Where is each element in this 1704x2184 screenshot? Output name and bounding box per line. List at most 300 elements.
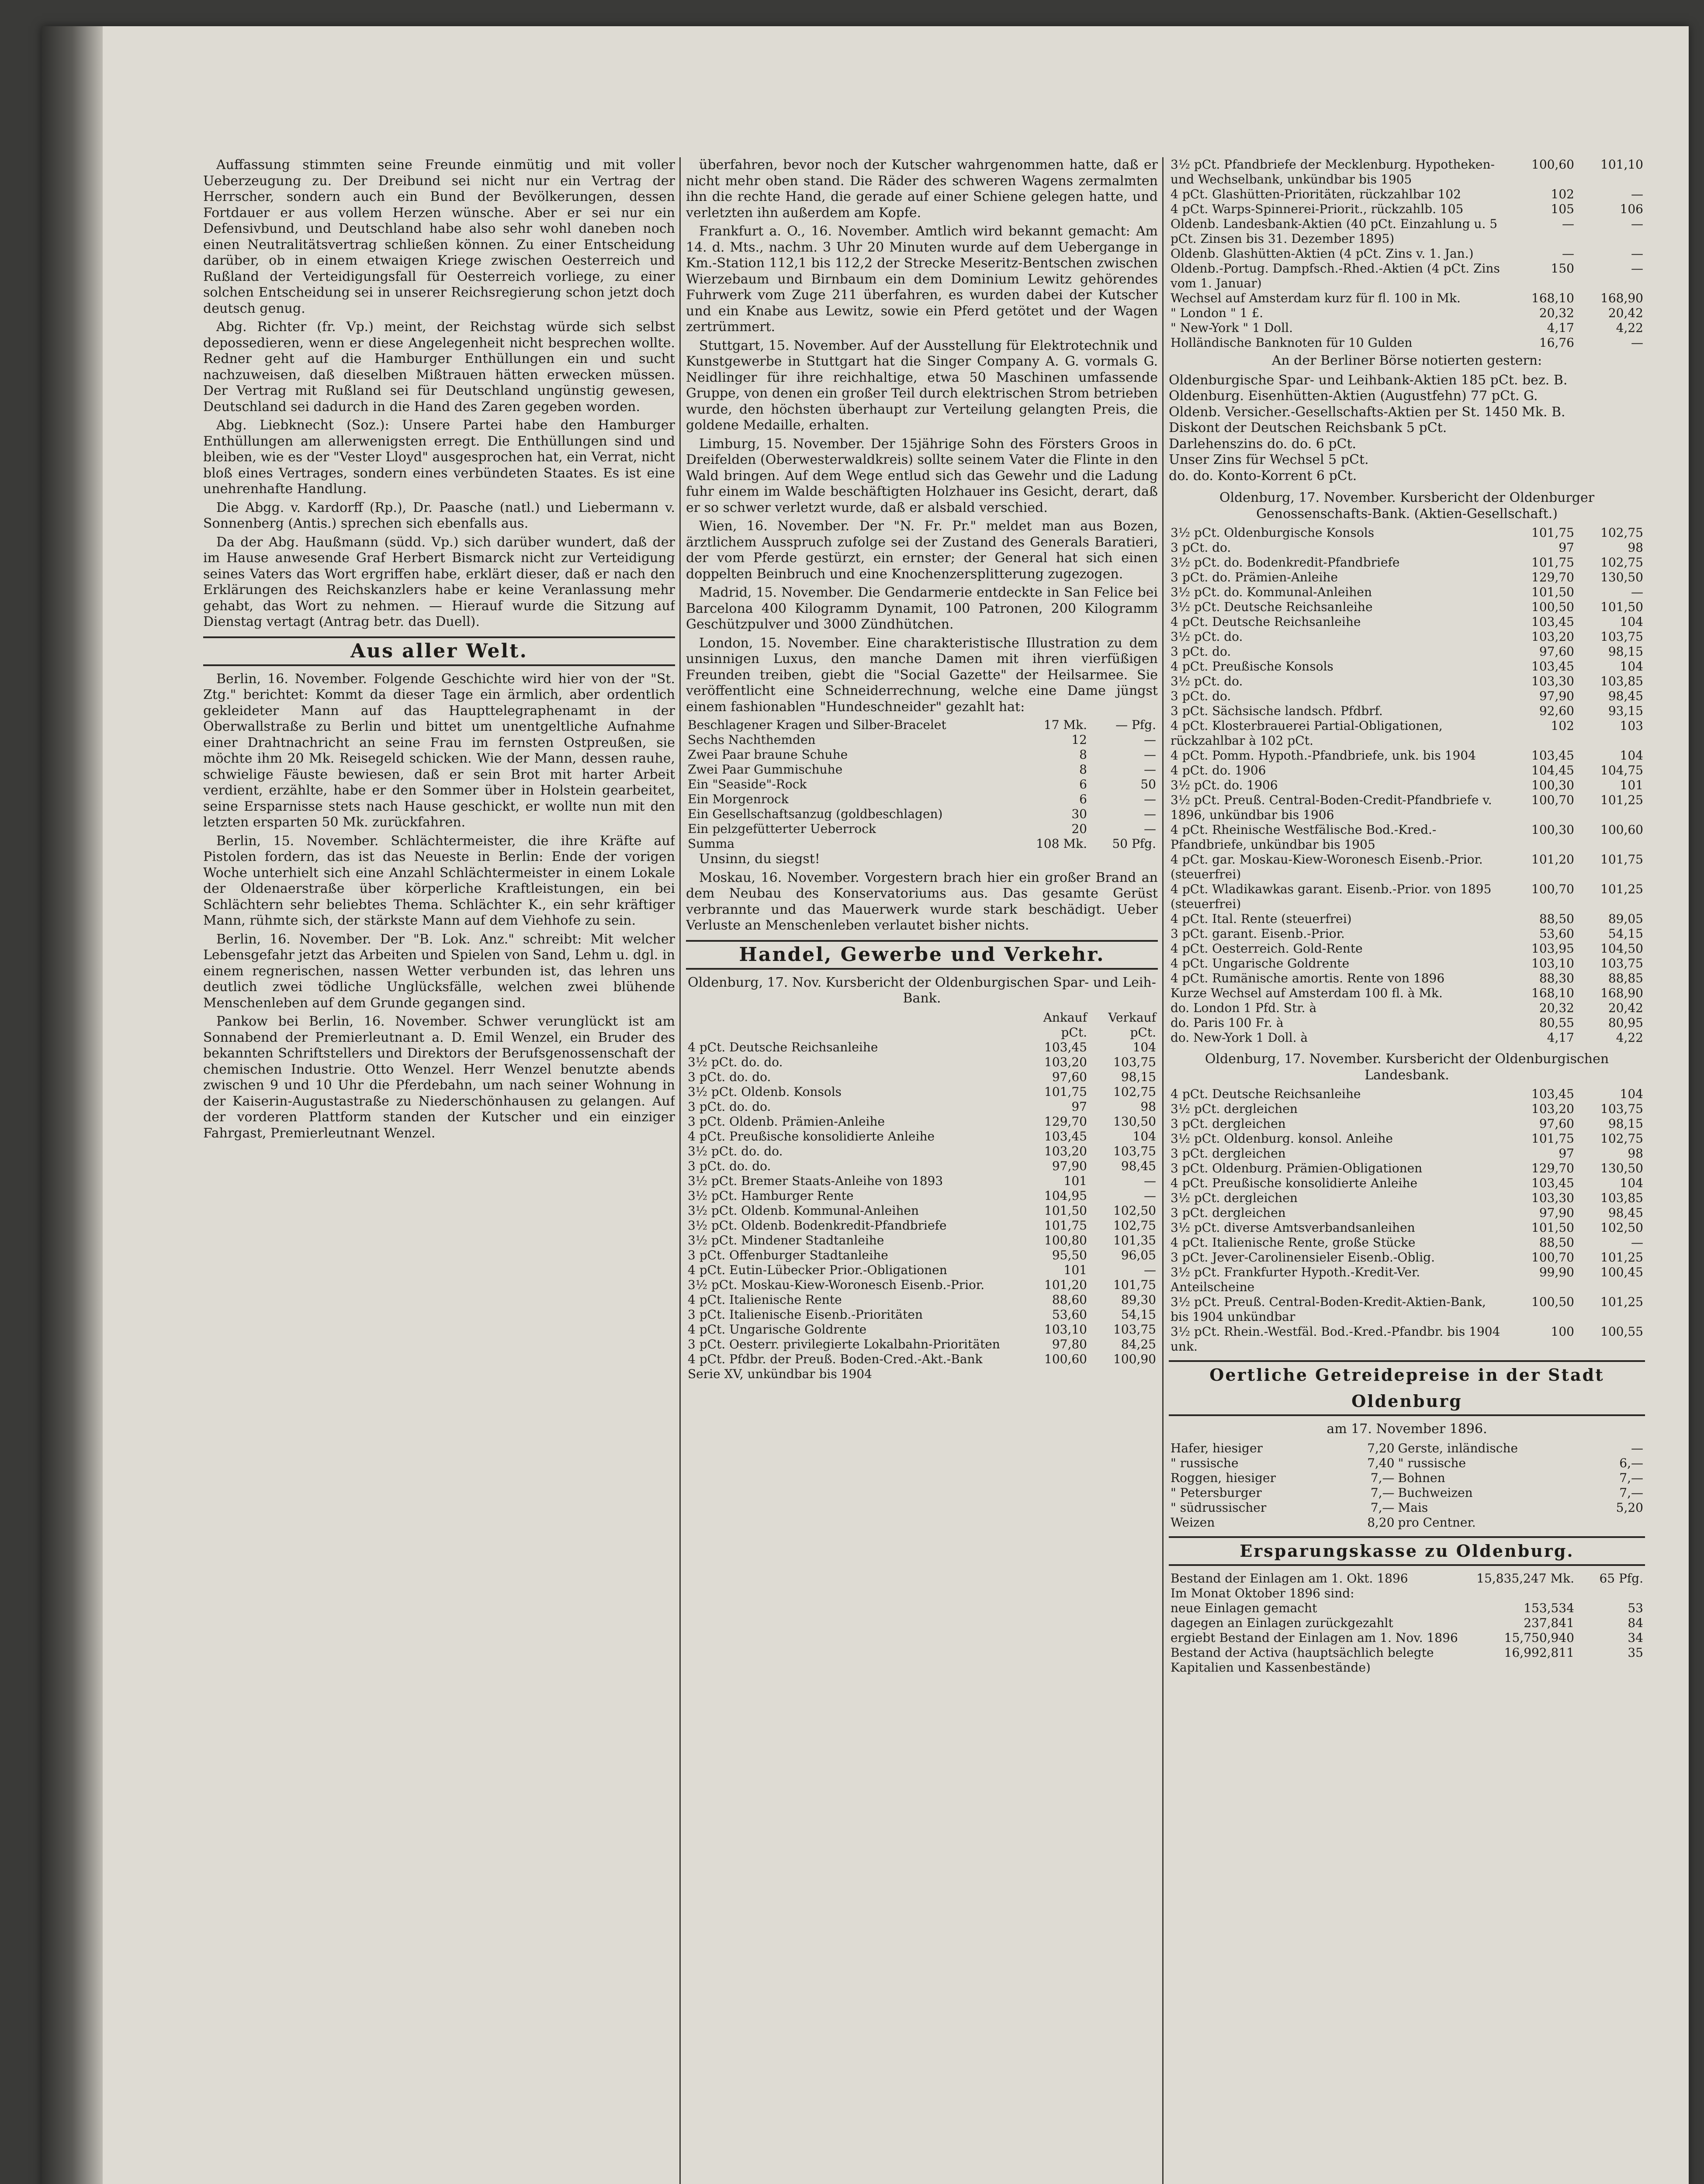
buy-rate: 103,45 <box>1531 1087 1574 1101</box>
sell-rate: 93,15 <box>1608 704 1643 718</box>
bill-item: Ein Gesellschaftsanzug (goldbeschlagen) <box>688 807 943 821</box>
table-row <box>1169 1161 1645 1176</box>
col-header: Ankauf <box>1043 1010 1087 1025</box>
sell-rate: 102,75 <box>1600 525 1643 540</box>
table-row <box>1169 882 1645 912</box>
table-row <box>1169 1191 1645 1206</box>
table-row <box>1169 246 1645 261</box>
newspaper-page <box>42 26 1689 2184</box>
security-name: 3 pCt. Oldenburg. Prämien-Obligationen <box>1171 1161 1423 1175</box>
grain-name: " südrussischer <box>1171 1500 1267 1515</box>
grain-heading: Oertliche Getreidepreise in der Stadt Oldenburg <box>1169 1360 1645 1416</box>
table-row <box>686 1055 1158 1070</box>
security-name: 3½ pCt. Hamburger Rente <box>688 1188 854 1203</box>
bill-item: Ein Morgenrock <box>688 792 789 806</box>
security-name: 3 pCt. dergleichen <box>1171 1206 1286 1220</box>
table-row <box>1169 157 1645 187</box>
security-name: 4 pCt. Preußische konsolidierte Anleihe <box>1171 1176 1418 1190</box>
table-row <box>1169 217 1645 246</box>
security-name: 3½ pCt. Oldenb. Kommunal-Anleihen <box>688 1203 919 1218</box>
col-header: pCt. <box>1130 1025 1156 1040</box>
table-row <box>1169 1324 1645 1354</box>
table-row <box>1169 1265 1645 1295</box>
article-paragraph: Pankow bei Berlin, 16. November. Schwer verunglückt ist am Sonnabend der Premierleutnant a. D. Emil Wenzel, ein Bruder des bekannten Schriftstellers und Direktors der Berufsgenossenschaft der chemischen Industrie. Otto Wenzel. Herr Wenzel benutzte abends zwischen 9 und 10 Uhr die Pferdebahn, um nach seiner Wohnung in der Kaiserin-Augustastraße zu Niederschönhausen zu gelangen. Auf der vorderen Plattform standen der Kutscher und ein einziger Fahrgast, Premierleutnant Wenzel. <box>203 1014 675 1141</box>
security-name: 3 pCt. Oesterr. privilegierte Lokalbahn-Prioritäten <box>688 1337 1000 1351</box>
table-row <box>686 1144 1158 1159</box>
security-name: 3½ pCt. dergleichen <box>1171 1191 1298 1205</box>
article-paragraph: Unsinn, du siegst! <box>699 851 820 867</box>
sell-rate: 102,75 <box>1113 1218 1156 1233</box>
security-name: 3½ pCt. Bremer Staats-Anleihe von 1893 <box>688 1173 943 1188</box>
buy-rate: 101,20 <box>1044 1277 1087 1292</box>
table-row <box>1169 629 1645 644</box>
col-header: pCt. <box>1061 1025 1087 1040</box>
security-name: 4 pCt. Preußische konsolidierte Anleihe <box>688 1129 935 1144</box>
sell-rate: 104 <box>1620 748 1643 763</box>
buy-rate: 4,17 <box>1547 321 1574 335</box>
column-1 <box>203 157 675 2184</box>
bill-pfennig: — <box>1144 762 1156 777</box>
grain-price: 8,20 <box>1367 1515 1395 1530</box>
savings-pfennig: 84 <box>1628 1615 1643 1630</box>
sell-rate: — <box>1631 246 1643 261</box>
sell-rate: 101,10 <box>1600 157 1643 172</box>
security-name: 3½ pCt. do. do. <box>688 1144 783 1158</box>
grain-name: Gerste, inländische <box>1398 1441 1518 1455</box>
sell-rate: 4,22 <box>1616 321 1643 335</box>
security-name: Oldenb. Glashütten-Aktien (4 pCt. Zins v. 1. Jan.) <box>1171 246 1474 261</box>
buy-rate: 103,20 <box>1044 1144 1087 1158</box>
savings-row <box>1169 1571 1645 1586</box>
table-row <box>1169 1206 1645 1220</box>
sell-rate: 103,75 <box>1600 629 1643 644</box>
sell-rate: 101,50 <box>1600 600 1643 614</box>
security-name: Wechsel auf Amsterdam kurz für fl. 100 in Mk. <box>1171 291 1461 305</box>
berlin-quote: Oldenburgische Spar- und Leihbank-Aktien 185 pCt. bez. B. <box>1169 372 1568 388</box>
table-row <box>1169 555 1645 570</box>
table-row <box>1169 1146 1645 1161</box>
sell-rate: — <box>1631 335 1643 350</box>
security-name: 4 pCt. Pomm. Hypoth.-Pfandbriefe, unk. bis 1904 <box>1171 748 1476 763</box>
table-row <box>686 1159 1158 1174</box>
table-row <box>1169 1016 1645 1030</box>
sell-rate: 96,05 <box>1121 1248 1156 1262</box>
sell-rate: 98 <box>1140 1099 1156 1114</box>
table-row <box>1169 1250 1645 1265</box>
security-name: 3½ pCt. Preuß. Central-Boden-Credit-Pfandbriefe v. 1896, unkündbar bis 1906 <box>1171 793 1492 822</box>
table-row <box>686 1263 1158 1278</box>
grain-price: 6,— <box>1619 1455 1643 1470</box>
grain-row <box>1169 1441 1645 1456</box>
savings-mark: 237,841 <box>1524 1615 1574 1630</box>
col-header: Verkauf <box>1108 1010 1156 1025</box>
table-row <box>686 1070 1158 1085</box>
savings-pfennig <box>1576 1586 1645 1601</box>
sell-rate: 102,75 <box>1600 555 1643 570</box>
sell-rate: — <box>1631 585 1643 599</box>
bill-row <box>686 777 1158 792</box>
security-name: 3½ pCt. Oldenburg. konsol. Anleihe <box>1171 1131 1393 1146</box>
sell-rate: 103,75 <box>1600 956 1643 971</box>
article-paragraph: Berlin, 16. November. Folgende Geschichte wird hier von der "St. Ztg." berichtet: Kommt da dieser Tage ein ärmlich, aber ordentlich gekleideter Mann auf das Haupttelegraphenamt in der Oberwallstraße zu Berlin und bittet um unentgeltliche Aufnahme einer Drahtnachricht an seine Frau im fernsten Ostpreußen, sie möchte ihm 20 Mk. Reisegeld schicken. Wie der Mann, dessen rauhe, schwielige Fäuste bewiesen, daß er sein Brot mit harter Arbeit verdient, erzählte, habe er den Sommer über in Holstein gearbeitet, seine Ersparnisse stets nach Hause geschickt, er wollte nun mit den letzten ersparten 50 Mk. zurückfahren. <box>203 671 675 830</box>
bill-mark: 17 Mk. <box>1043 718 1087 732</box>
sell-rate: 98,15 <box>1608 644 1643 659</box>
buy-rate: 97,90 <box>1539 1206 1574 1220</box>
security-name: 3½ pCt. Frankfurter Hypoth.-Kredit-Ver. Anteilscheine <box>1171 1265 1420 1294</box>
table-row <box>1169 585 1645 600</box>
sell-rate: 130,50 <box>1113 1114 1156 1129</box>
buy-rate: 103,10 <box>1531 956 1574 971</box>
sell-rate: — <box>1631 217 1643 231</box>
buy-rate: 97 <box>1071 1099 1087 1114</box>
sell-rate: 168,90 <box>1600 986 1643 1000</box>
sell-rate: — <box>1631 1235 1643 1250</box>
table-row <box>1169 659 1645 674</box>
table-row <box>1169 912 1645 926</box>
sell-rate: 98 <box>1628 1146 1643 1161</box>
table-row <box>1169 956 1645 971</box>
security-name: 3 pCt. do. do. <box>688 1099 771 1114</box>
security-name: 3½ pCt. Moskau-Kiew-Woronesch Eisenb.-Prior. <box>688 1277 985 1292</box>
savings-row <box>1169 1645 1645 1675</box>
buy-rate: 97 <box>1559 540 1574 555</box>
sell-rate: 101,25 <box>1600 793 1643 807</box>
table-row <box>1169 986 1645 1001</box>
grain-price: 7,20 <box>1367 1441 1395 1455</box>
sell-rate: 54,15 <box>1121 1307 1156 1322</box>
grain-name: Roggen, hiesiger <box>1171 1470 1276 1485</box>
column-rule <box>1162 157 1164 2184</box>
security-name: 3½ pCt. Deutsche Reichsanleihe <box>1171 600 1373 614</box>
bill-row <box>686 733 1158 747</box>
buy-rate: 103,30 <box>1531 674 1574 688</box>
buy-rate: 101,75 <box>1044 1084 1087 1099</box>
security-name: 3 pCt. do. Prämien-Anleihe <box>1171 570 1338 584</box>
security-name: 3 pCt. do. do. <box>688 1158 771 1173</box>
buy-rate: 97,60 <box>1539 644 1574 659</box>
table-row <box>1169 1295 1645 1324</box>
sell-rate: 98,45 <box>1608 689 1643 703</box>
table-row <box>1169 822 1645 852</box>
grain-price: 7,— <box>1370 1470 1395 1485</box>
buy-rate: 103,45 <box>1531 659 1574 674</box>
sell-rate: 101,25 <box>1600 1250 1643 1265</box>
table-row <box>1169 763 1645 778</box>
bill-pfennig: 50 <box>1140 777 1156 791</box>
buy-rate: 88,50 <box>1539 912 1574 926</box>
security-name: 4 pCt. Deutsche Reichsanleihe <box>688 1040 878 1054</box>
buy-rate: 129,70 <box>1531 1161 1574 1175</box>
table-row <box>1169 644 1645 659</box>
buy-rate: 103,45 <box>1044 1129 1087 1144</box>
buy-rate: 100,70 <box>1531 1250 1574 1265</box>
buy-rate: 103,45 <box>1531 1176 1574 1190</box>
table-row <box>1169 291 1645 306</box>
grain-row <box>1169 1471 1645 1486</box>
buy-rate: 103,20 <box>1044 1054 1087 1069</box>
table-row <box>686 1352 1158 1382</box>
buy-rate: 53,60 <box>1052 1307 1087 1322</box>
grain-price: — <box>1631 1441 1643 1455</box>
sell-rate: 100,60 <box>1600 822 1643 837</box>
buy-rate: 101 <box>1063 1262 1087 1277</box>
table-row <box>1169 1102 1645 1116</box>
grain-price: 7,40 <box>1367 1455 1395 1470</box>
buy-rate: 100 <box>1551 1324 1574 1339</box>
table-row <box>686 1248 1158 1263</box>
savings-heading: Ersparungskasse zu Oldenburg. <box>1169 1536 1645 1566</box>
security-name: 4 pCt. Ungarische Goldrente <box>1171 956 1350 971</box>
sell-rate: 104,75 <box>1600 763 1643 778</box>
savings-text: neue Einlagen gemacht <box>1171 1600 1317 1615</box>
sell-rate: 102,75 <box>1113 1084 1156 1099</box>
grain-price: 5,20 <box>1616 1500 1643 1515</box>
security-name: 4 pCt. Italienische Rente <box>688 1292 842 1307</box>
savings-pfennig: 53 <box>1628 1600 1643 1615</box>
table-row <box>1169 1131 1645 1146</box>
buy-rate: 168,10 <box>1531 986 1574 1000</box>
table-row <box>686 1337 1158 1352</box>
security-name: 3½ pCt. do. <box>1171 674 1243 688</box>
security-name: 3½ pCt. do. Kommunal-Anleihen <box>1171 585 1372 599</box>
table-row <box>686 1085 1158 1099</box>
table-row <box>1169 674 1645 689</box>
buy-rate: 101,50 <box>1531 585 1574 599</box>
buy-rate: 150 <box>1551 261 1574 276</box>
security-name: do. London 1 Pfd. Str. à <box>1171 1001 1317 1015</box>
bill-pfennig: — <box>1144 807 1156 821</box>
buy-rate: 100,60 <box>1531 157 1574 172</box>
grain-price: 7,— <box>1370 1485 1395 1500</box>
table-row <box>1169 748 1645 763</box>
bill-row <box>686 822 1158 836</box>
bill-mark: 6 <box>1079 792 1087 806</box>
buy-rate: 101,50 <box>1044 1203 1087 1218</box>
sell-rate: — <box>1144 1188 1156 1203</box>
bill-mark: 20 <box>1071 822 1087 836</box>
sell-rate: 168,90 <box>1600 291 1643 305</box>
security-name: 3½ pCt. Preuß. Central-Boden-Kredit-Aktien-Bank, bis 1904 unkündbar <box>1171 1295 1486 1324</box>
table-row <box>686 1233 1158 1248</box>
table-row <box>1169 187 1645 202</box>
bill-pfennig: — <box>1144 822 1156 836</box>
bill-pfennig: — <box>1144 792 1156 806</box>
table-row <box>1169 1001 1645 1016</box>
security-name: 4 pCt. Ungarische Goldrente <box>688 1322 867 1337</box>
sell-rate: 104 <box>1620 1176 1643 1190</box>
sell-rate: 98,15 <box>1121 1069 1156 1084</box>
berlin-quote: Unser Zins für Wechsel 5 pCt. <box>1169 452 1369 467</box>
bill-item: Zwei Paar braune Schuhe <box>688 747 848 762</box>
sell-rate: — <box>1631 261 1643 276</box>
security-name: 3½ pCt. Oldenb. Bodenkredit-Pfandbriefe <box>688 1218 947 1233</box>
savings-text: Im Monat Oktober 1896 sind: <box>1171 1586 1354 1600</box>
sell-rate: 104,50 <box>1600 941 1643 956</box>
buy-rate: 100,60 <box>1044 1351 1087 1366</box>
security-name: 3½ pCt. dergleichen <box>1171 1102 1298 1116</box>
table-row <box>1169 778 1645 793</box>
buy-rate: 103,30 <box>1531 1191 1574 1205</box>
table-row <box>1169 261 1645 291</box>
buy-rate: 20,32 <box>1539 306 1574 320</box>
security-name: 3½ pCt. Oldenb. Konsols <box>688 1084 842 1099</box>
security-name: " London " 1 £. <box>1171 306 1264 320</box>
article-paragraph: Berlin, 16. November. Der "B. Lok. Anz." schreibt: Mit welcher Lebensgefahr jetzt das Arbeiten und Spielen von Sand, Lehm u. dgl. in einem regnerischen, nassen Wetter verbunden ist, das lehren uns deutlich zwei tödliche Unglücksfälle, welchen zwei blühende Menschenleben auf dem Grunde gegangen sind. <box>203 931 675 1011</box>
table-row <box>1169 335 1645 350</box>
bill-mark: 108 Mk. <box>1036 836 1087 851</box>
sell-rate: 104 <box>1133 1040 1156 1054</box>
table-row <box>1169 1176 1645 1191</box>
article-paragraph: Wien, 16. November. Der "N. Fr. Pr." meldet man aus Bozen, ärztlichem Ausspruch zufolge sei der Zustand des Generals Baratieri, der vom Pferde gestürzt, ein ernster; der General hat sich einen doppelten Beinbruch und eine Knochenzersplitterung zugezogen. <box>686 518 1158 582</box>
security-name: 4 pCt. Rheinische Westfälische Bod.-Kred.-Pfandbriefe, unkündbar bis 1905 <box>1171 822 1437 852</box>
table-row <box>686 1129 1158 1144</box>
buy-rate: 103,20 <box>1531 629 1574 644</box>
bill-pfennig: 50 Pfg. <box>1112 836 1156 851</box>
table-row <box>1169 704 1645 719</box>
table-row <box>686 1292 1158 1307</box>
savings-mark: 153,534 <box>1524 1600 1574 1615</box>
page-binding <box>42 26 103 2184</box>
security-name: 4 pCt. Ital. Rente (steuerfrei) <box>1171 912 1352 926</box>
buy-rate: 100,70 <box>1531 793 1574 807</box>
sell-rate: 101,25 <box>1600 882 1643 896</box>
sell-rate: 103 <box>1620 719 1643 733</box>
table-row <box>1169 306 1645 321</box>
bill-pfennig: — Pfg. <box>1115 718 1156 732</box>
security-name: 4 pCt. Eutin-Lübecker Prior.-Obligationen <box>688 1262 947 1277</box>
article-paragraph: Stuttgart, 15. November. Auf der Ausstellung für Elektrotechnik und Kunstgewerbe in Stuttgart hat die Singer Company A. G. vormals G. Neidlinger für ihre reichhaltige, etwa 50 Maschinen umfassende Gruppe, von denen ein großer Teil durch elektrischen Strom betrieben wurde, den höchsten überhaupt zur Verteilung gelangten Preis, die goldene Medaille, erhalten. <box>686 338 1158 433</box>
savings-pfennig: 35 <box>1628 1645 1643 1660</box>
table-row <box>1169 1087 1645 1102</box>
berlin-heading: An der Berliner Börse notierten gestern: <box>1271 353 1542 368</box>
buy-rate: 53,60 <box>1539 926 1574 941</box>
sell-rate: 103,75 <box>1113 1144 1156 1158</box>
table-row <box>1169 1116 1645 1131</box>
sell-rate: 101,75 <box>1600 852 1643 867</box>
article-paragraph: Abg. Liebknecht (Soz.): Unsere Partei habe den Hamburger Enthüllungen am allerwenigsten erregt. Die Enthüllungen sind und bleiben, wie es der "Vester Lloyd" ausgesprochen hat, ein Verrat, nicht bloß eines Vertrages, sondern eines verbündeten Staates. Es ist eine unehrenhafte Handlung. <box>203 418 675 497</box>
top-rates-table <box>1169 157 1645 350</box>
table-row <box>1169 615 1645 629</box>
security-name: Oldenb. Landesbank-Aktien (40 pCt. Einzahlung u. 5 pCt. Zinsen bis 31. Dezember 1895) <box>1171 217 1498 246</box>
grain-row <box>1169 1486 1645 1500</box>
coop-table <box>1169 525 1645 1045</box>
sell-rate: 80,95 <box>1608 1016 1643 1030</box>
sell-rate: 84,25 <box>1121 1337 1156 1351</box>
table-row <box>686 1322 1158 1337</box>
bill-row <box>686 807 1158 822</box>
buy-rate: — <box>1562 246 1574 261</box>
table-row <box>686 1189 1158 1203</box>
security-name: 4 pCt. Preußische Konsols <box>1171 659 1333 674</box>
buy-rate: 80,55 <box>1539 1016 1574 1030</box>
buy-rate: 103,20 <box>1531 1102 1574 1116</box>
bill-row <box>686 762 1158 777</box>
sell-rate: 101,35 <box>1113 1233 1156 1248</box>
table-row <box>1169 1235 1645 1250</box>
sell-rate: 89,30 <box>1121 1292 1156 1307</box>
security-name: 3½ pCt. diverse Amtsverbandsanleihen <box>1171 1220 1415 1235</box>
bill-row <box>686 792 1158 807</box>
security-name: 3½ pCt. Mindener Stadtanleihe <box>688 1233 884 1248</box>
grain-name: " russische <box>1398 1455 1466 1470</box>
security-name: 3 pCt. Sächsische landsch. Pfdbrf. <box>1171 704 1383 718</box>
grain-row <box>1169 1515 1645 1530</box>
security-name: 3 pCt. do. <box>1171 689 1231 703</box>
security-name: 3 pCt. dergleichen <box>1171 1116 1286 1131</box>
buy-rate: 101,20 <box>1531 852 1574 867</box>
security-name: do. Paris 100 Fr. à <box>1171 1016 1284 1030</box>
grain-name: Buchweizen <box>1398 1485 1473 1500</box>
sell-rate: 98,45 <box>1121 1158 1156 1173</box>
buy-rate: — <box>1562 217 1574 231</box>
security-name: 4 pCt. Klosterbrauerei Partial-Obligationen, rückzahlbar à 102 pCt. <box>1171 719 1443 748</box>
buy-rate: 100,50 <box>1531 1295 1574 1309</box>
berlin-quote: Oldenb. Versicher.-Gesellschafts-Aktien per St. 1450 Mk. B. <box>1169 404 1565 420</box>
sell-rate: — <box>1144 1262 1156 1277</box>
grain-name: Weizen <box>1171 1515 1215 1530</box>
grain-date: am 17. November 1896. <box>1326 1421 1487 1437</box>
article-paragraph: Madrid, 15. November. Die Gendarmerie entdeckte in San Felice bei Barcelona 400 Kilogramm Dynamit, 100 Patronen, 200 Kilogramm Geschützpulver und 3000 Zündhütchen. <box>686 585 1158 632</box>
savings-row <box>1169 1601 1645 1616</box>
grain-row <box>1169 1500 1645 1515</box>
table-row <box>686 1203 1158 1218</box>
table-row <box>1169 525 1645 540</box>
sell-rate: 104 <box>1620 659 1643 674</box>
berlin-quote: Oldenburg. Eisenhütten-Aktien (Augustfehn) 77 pCt. G. <box>1169 388 1538 404</box>
dog-tailor-bill <box>686 718 1158 851</box>
table-row <box>686 1099 1158 1114</box>
sell-rate: 104 <box>1620 615 1643 629</box>
security-name: 4 pCt. Glashütten-Prioritäten, rückzahlbar 102 <box>1171 187 1461 201</box>
bill-mark: 30 <box>1071 807 1087 821</box>
buy-rate: 105 <box>1551 202 1574 216</box>
section-title-trade: Handel, Gewerbe und Verkehr. <box>686 940 1158 970</box>
security-name: 3 pCt. garant. Eisenb.-Prior. <box>1171 926 1345 941</box>
bill-item: Beschlagener Kragen und Silber-Bracelet <box>688 718 946 732</box>
bill-item: Ein "Seaside"-Rock <box>688 777 807 791</box>
bill-pfennig: — <box>1144 733 1156 747</box>
article-paragraph: Limburg, 15. November. Der 15jährige Sohn des Försters Groos in Dreifelden (Oberwesterwaldkreis) sollte seinem Vater die Flinte in den Wald bringen. Auf dem Wege entlud sich das Gewehr und die Ladung fuhr einem im Walde beschäftigten Holzhauer ins Gesicht, derart, daß er so schwer verletzt wurde, daß er alsbald verschied. <box>686 436 1158 515</box>
buy-rate: 104,45 <box>1531 763 1574 778</box>
berlin-quote: do. do. Konto-Korrent 6 pCt. <box>1169 468 1357 484</box>
buy-rate: 100,70 <box>1531 882 1574 896</box>
savings-row <box>1169 1631 1645 1645</box>
table-row <box>1169 1220 1645 1235</box>
grain-price <box>1576 1515 1645 1530</box>
table-row <box>1169 941 1645 956</box>
security-name: 3½ pCt. do. Bodenkredit-Pfandbriefe <box>1171 555 1400 570</box>
security-name: 4 pCt. Deutsche Reichsanleihe <box>1171 1087 1361 1101</box>
berlin-quote: Darlehenszins do. do. 6 pCt. <box>1169 436 1357 452</box>
article-paragraph: Die Abgg. v. Kardorff (Rp.), Dr. Paasche (natl.) und Liebermann v. Sonnenberg (Antis.) sprechen sich ebenfalls aus. <box>203 500 675 531</box>
table-row <box>1169 689 1645 704</box>
table-row <box>1169 793 1645 822</box>
savings-text: dagegen an Einlagen zurückgezahlt <box>1171 1615 1393 1630</box>
market-table <box>686 1010 1158 1382</box>
sell-rate: 4,22 <box>1616 1030 1643 1045</box>
bill-row <box>686 718 1158 733</box>
buy-rate: 103,10 <box>1044 1322 1087 1337</box>
buy-rate: 99,90 <box>1539 1265 1574 1279</box>
table-row <box>1169 1030 1645 1045</box>
table-row <box>686 1174 1158 1189</box>
sell-rate: 103,85 <box>1600 1191 1643 1205</box>
buy-rate: 101,50 <box>1531 1220 1574 1235</box>
buy-rate: 101,75 <box>1531 525 1574 540</box>
buy-rate: 104,95 <box>1044 1188 1087 1203</box>
sell-rate: 106 <box>1620 202 1643 216</box>
security-name: 4 pCt. Pfdbr. der Preuß. Boden-Cred.-Akt.-Bank Serie XV, unkündbar bis 1904 <box>688 1351 983 1381</box>
